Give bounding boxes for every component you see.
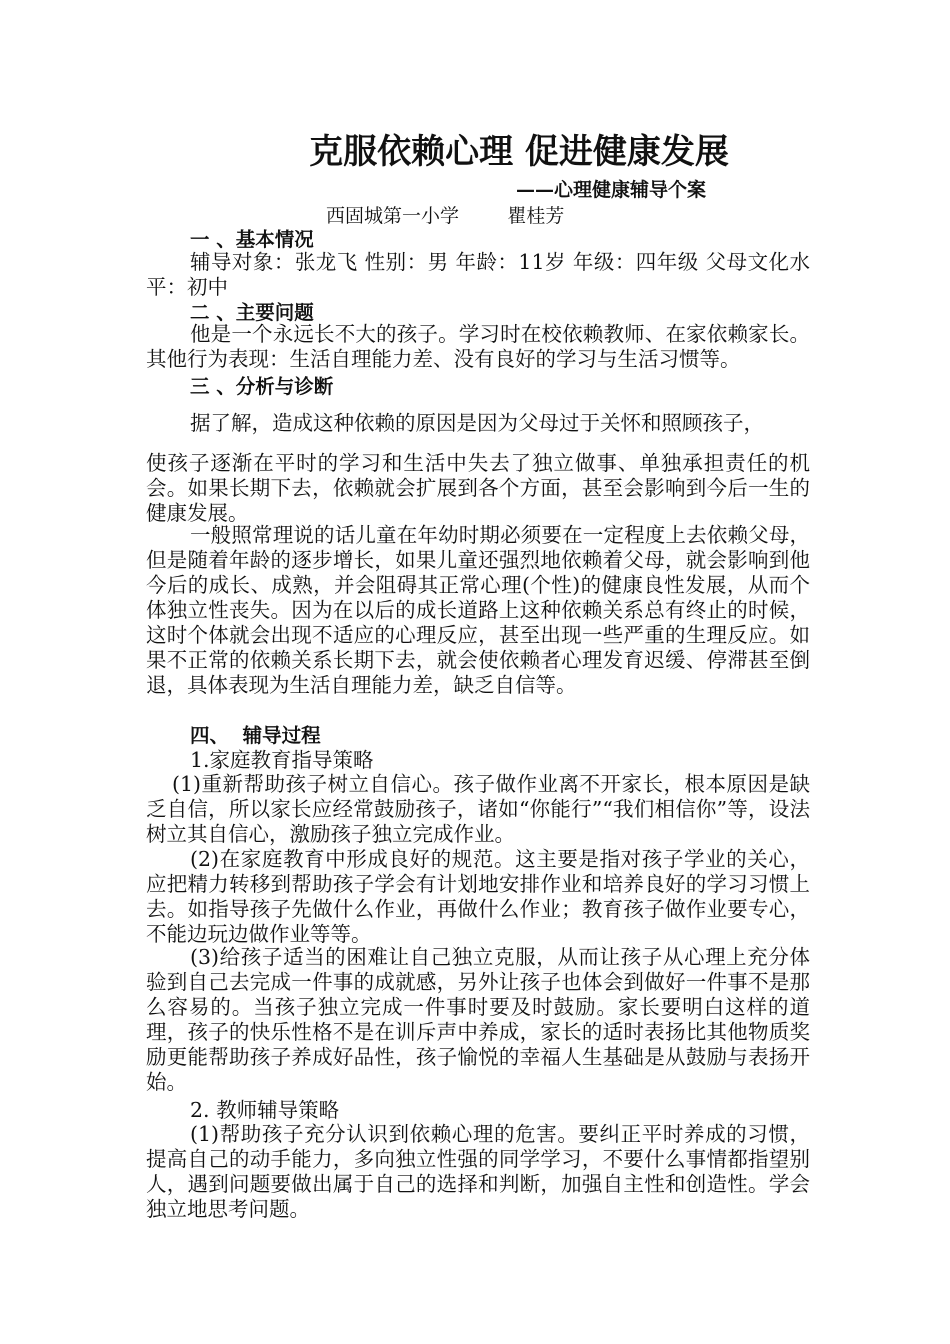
paragraph-family-item-2: (2)在家庭教育中形成良好的规范。这主要是指对孩子学业的关心，应把精力转移到帮助孩子学会有计划地安排作业和培养良好的学习习惯上去。如指导孩子先做什么作业，再做什么作业；教育孩子做作业要专心，不能边玩边做作业等等。 [146, 847, 810, 946]
paragraph-main-problem: 他是一个永远长不大的孩子。学习时在校依赖教师、在家依赖家长。其他行为表现：生活自理能力差、没有良好的学习与生活习惯等。 [146, 322, 810, 371]
section-heading-basic-info: 一 、基本情况 [190, 228, 314, 251]
paragraph-analysis-2: 一般照常理说的话儿童在年幼时期必须要在一定程度上去依赖父母，但是随着年龄的逐步增长，如果儿童还强烈地依赖着父母，就会影响到他今后的成长、成熟，并会阻碍其正常心理(个性)的健康良性发展，从而个体独立性丧失。因为在以后的成长道路上这种依赖关系总有终止的时候，这时个体就会出现不适应的心理反应，甚至出现一些严重的生理反应。如果不正常的依赖关系长期下去，就会使依赖者心理发育迟缓、停滞甚至倒退，具体表现为生活自理能力差，缺乏自信等。 [146, 523, 810, 697]
section-heading-main-problem: 二 、主要问题 [190, 301, 314, 324]
document-title: 克服依赖心理 促进健康发展 [309, 132, 729, 172]
document-subtitle: ——心理健康辅导个案 [516, 179, 707, 201]
paragraph-family-item-3: (3)给孩子适当的困难让自己独立克服，从而让孩子从心理上充分体验到自己去完成一件事的成就感，另外让孩子也体会到做好一件事不是那么容易的。当孩子独立完成一件事时要及时鼓励。家长要明白这样的道理，孩子的快乐性格不是在训斥声中养成，家长的适时表扬比其他物质奖励更能帮助孩子养成好品性，孩子愉悦的幸福人生基础是从鼓励与表扬开始。 [146, 945, 810, 1094]
author-line: 西固城第一小学 瞿桂芳 [326, 205, 565, 227]
paragraph-teacher-item-1: (1)帮助孩子充分认识到依赖心理的危害。要纠正平时养成的习惯，提高自己的动手能力，多向独立性强的同学学习，不要什么事情都指望别人，遇到问题要做出属于自己的选择和判断，加强自主性和创造性。学会独立地思考问题。 [146, 1122, 810, 1221]
section-heading-analysis: 三 、分析与诊断 [190, 375, 334, 398]
paragraph-analysis-continued: 使孩子逐渐在平时的学习和生活中失去了独立做事、单独承担责任的机会。如果长期下去，依赖就会扩展到各个方面，甚至会影响到今后一生的健康发展。 [146, 451, 810, 525]
paragraph-family-item-1: (1)重新帮助孩子树立自信心。孩子做作业离不开家长，根本原因是缺乏自信，所以家长应经常鼓励孩子，诸如“你能行”“我们相信你”等，设法树立其自信心，激励孩子独立完成作业。 [146, 772, 810, 846]
section-heading-process: 四、 辅导过程 [190, 724, 321, 747]
paragraph-basic-info: 辅导对象：张龙飞 性别：男 年龄：11岁 年级：四年级 父母文化水平：初中 [146, 250, 810, 299]
paragraph-analysis-line1: 据了解，造成这种依赖的原因是因为父母过于关怀和照顾孩子， [190, 411, 764, 435]
subheading-family-strategy: 1.家庭教育指导策略 [190, 748, 374, 772]
subheading-teacher-strategy: 2. 教师辅导策略 [190, 1098, 340, 1122]
